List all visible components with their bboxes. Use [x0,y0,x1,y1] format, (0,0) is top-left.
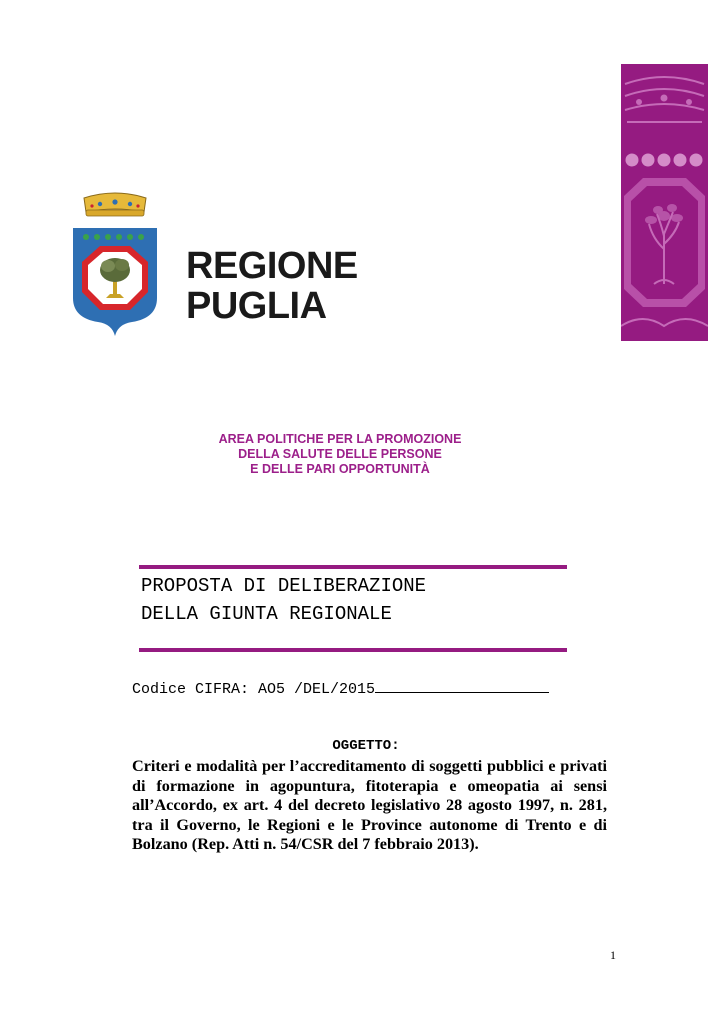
department-heading [140,432,540,477]
department-line: E DELLE PARI OPPORTUNITÀ [250,462,430,476]
logo-line-puglia: PUGLIA [186,285,327,327]
coat-of-arms-icon [70,190,160,340]
oggetto-text: Criteri e modalità per l’accreditamento di soggetti pubblici e privati di formazione in agopuntura, fitoterapia e omeopatia ai sensi all’Accordo, ex art. 4 del decreto legislativo 28 agosto 1997, n. 281, tra il Governo, le Regioni e le Province autonome di Trento e di Bolzano (Rep. Atti n. 54/CSR del 7 febbraio 2013). [132,757,607,853]
olive-tree-banner-icon [621,64,708,341]
page-number: 1 [610,948,616,962]
codice-fill-blank [375,678,549,693]
proposal-title [141,572,581,628]
codice-cifra-label: Codice CIFRA: AO5 /DEL/2015 [132,681,376,698]
region-logo-wordmark [186,246,386,326]
logo-line-regione: REGIONE [186,245,358,287]
proposal-title-line: PROPOSTA DI DELIBERAZIONE [141,575,427,597]
department-line: DELLA SALUTE DELLE PERSONE [238,447,442,461]
proposal-title-line: DELLA GIUNTA REGIONALE [141,603,392,625]
crown-icon [84,193,146,216]
department-line: AREA POLITICHE PER LA PROMOZIONE [218,432,462,446]
codice-cifra-line [132,678,549,700]
oggetto-label: OGGETTO: [332,738,400,754]
top-divider [139,565,567,569]
bottom-divider [139,648,567,652]
